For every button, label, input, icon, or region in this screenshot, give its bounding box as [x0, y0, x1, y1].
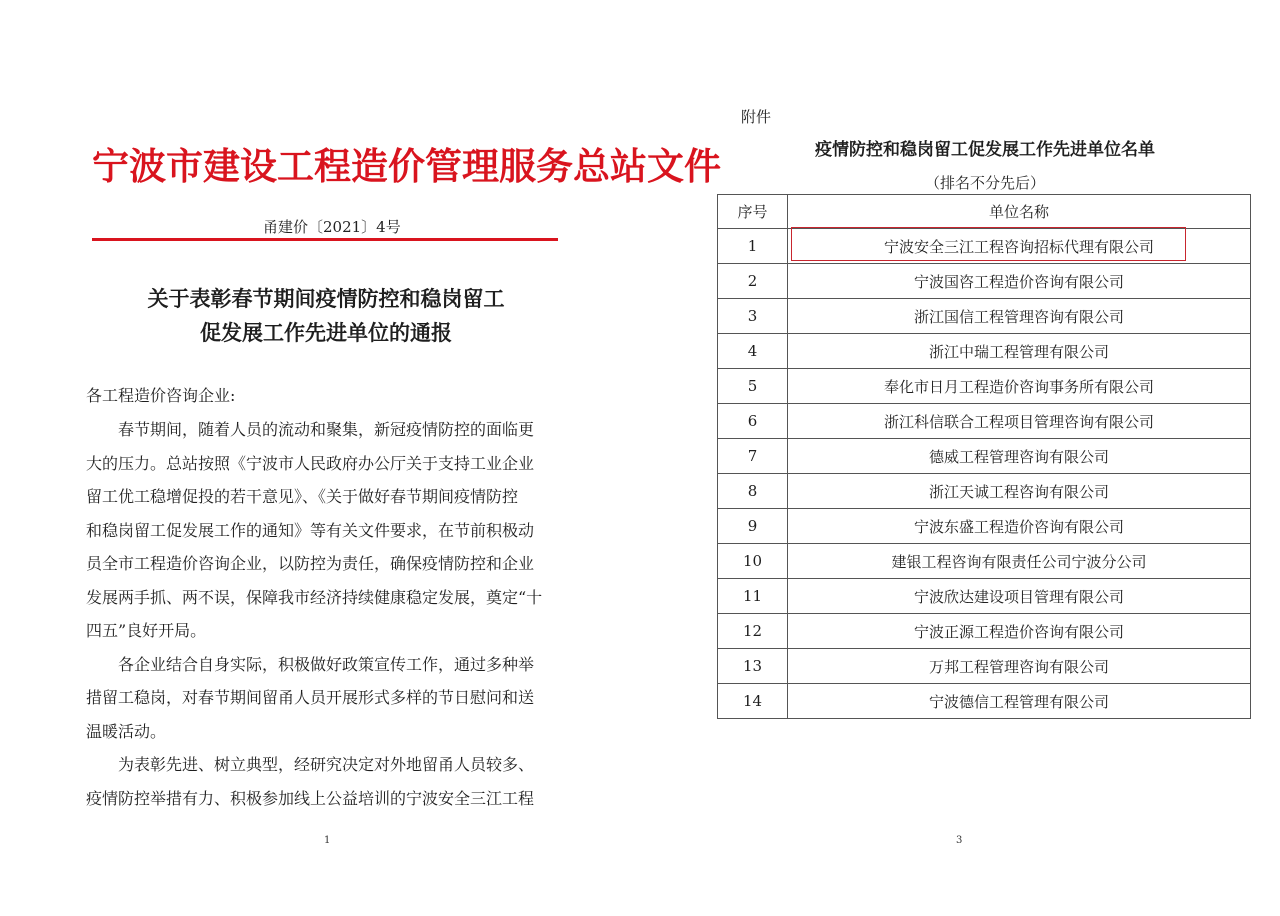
table-row	[718, 544, 1251, 579]
row-number: 2	[718, 264, 788, 299]
table-row	[718, 474, 1251, 509]
attachment-label: 附件	[741, 108, 772, 126]
body-line: 温暖活动。	[86, 721, 167, 741]
row-number: 10	[718, 544, 788, 579]
body-line: 留工优工稳增促投的若干意见》、《关于做好春节期间疫情防控	[86, 487, 519, 506]
column-header-number: 序号	[718, 195, 788, 229]
body-line: 春节期间，随着人员的流动和聚集，新冠疫情防控的面临更	[86, 420, 535, 439]
table-row	[718, 439, 1251, 474]
document-header-title: 宁波市建设工程造价管理服务总站文件	[92, 144, 721, 188]
row-number: 7	[718, 439, 788, 474]
unit-name: 宁波东盛工程造价咨询有限公司	[788, 509, 1251, 544]
body-line: 大的压力。总站按照《宁波市人民政府办公厅关于支持工业企业	[86, 453, 535, 473]
page-number: 3	[956, 835, 963, 846]
page-number: 1	[324, 835, 331, 846]
table-row	[718, 649, 1251, 684]
table-header-row	[718, 195, 1251, 229]
table-row	[718, 684, 1251, 719]
row-number: 8	[718, 474, 788, 509]
salutation: 各工程造价咨询企业:	[86, 386, 236, 405]
table-row	[718, 299, 1251, 334]
body-line: 措留工稳岗，对春节期间留甬人员开展形式多样的节日慰问和送	[86, 688, 535, 707]
header-red-rule	[92, 238, 558, 241]
row-number: 6	[718, 404, 788, 439]
document-number: 甬建价〔2021〕4号	[263, 218, 401, 236]
row-number: 11	[718, 579, 788, 614]
table-row	[718, 404, 1251, 439]
notice-title	[96, 282, 556, 350]
row-number: 5	[718, 369, 788, 404]
table-row	[718, 579, 1251, 614]
unit-name: 奉化市日月工程造价咨询事务所有限公司	[788, 369, 1251, 404]
row-number: 1	[718, 229, 788, 264]
body-line: 员全市工程造价咨询企业，以防控为责任，确保疫情防控和企业	[86, 554, 535, 573]
advanced-units-table	[717, 194, 1251, 719]
body-line: 四五”良好开局。	[86, 621, 207, 640]
unit-name: 万邦工程管理咨询有限公司	[788, 649, 1251, 684]
notice-title-line: 促发展工作先进单位的通报	[200, 320, 452, 345]
unit-name: 德威工程管理咨询有限公司	[788, 439, 1251, 474]
notice-body	[86, 413, 576, 815]
notice-title-line: 关于表彰春节期间疫情防控和稳岗留工	[147, 286, 505, 311]
row-number: 9	[718, 509, 788, 544]
row-number: 12	[718, 614, 788, 649]
row-number: 13	[718, 649, 788, 684]
unit-name: 宁波正源工程造价咨询有限公司	[788, 614, 1251, 649]
document-page-right	[640, 0, 1280, 916]
table-row	[718, 369, 1251, 404]
body-line: 各企业结合自身实际，积极做好政策宣传工作，通过多种举	[86, 654, 535, 674]
row-number: 14	[718, 684, 788, 719]
row-number: 3	[718, 299, 788, 334]
highlight-box-row-1	[791, 227, 1186, 261]
row-number: 4	[718, 334, 788, 369]
body-line: 发展两手抓、两不误，保障我市经济持续健康稳定发展，奠定“十	[86, 587, 543, 607]
unit-name: 浙江中瑞工程管理有限公司	[788, 334, 1251, 369]
unit-name: 建银工程咨询有限责任公司宁波分公司	[788, 544, 1251, 579]
column-header-unit-name: 单位名称	[788, 195, 1251, 229]
unit-name: 宁波国咨工程造价咨询有限公司	[788, 264, 1251, 299]
unit-name: 宁波安全三江工程咨询招标代理有限公司	[788, 229, 1251, 264]
unit-name: 宁波欣达建设项目管理有限公司	[788, 579, 1251, 614]
list-subtitle: （排名不分先后）	[924, 174, 1045, 192]
body-line: 为表彰先进、树立典型，经研究决定对外地留甬人员较多、	[86, 755, 535, 774]
table-row	[718, 614, 1251, 649]
unit-name: 宁波德信工程管理有限公司	[788, 684, 1251, 719]
unit-name: 浙江科信联合工程项目管理咨询有限公司	[788, 404, 1251, 439]
unit-name: 浙江国信工程管理咨询有限公司	[788, 299, 1251, 334]
table-row	[718, 264, 1251, 299]
body-line: 疫情防控举措有力、积极参加线上公益培训的宁波安全三江工程	[86, 788, 535, 808]
table-row	[718, 334, 1251, 369]
table-row	[718, 509, 1251, 544]
list-title: 疫情防控和稳岗留工促发展工作先进单位名单	[815, 140, 1155, 160]
body-line: 和稳岗留工促发展工作的通知》等有关文件要求，在节前积极动	[86, 520, 535, 540]
unit-name: 浙江天诚工程咨询有限公司	[788, 474, 1251, 509]
